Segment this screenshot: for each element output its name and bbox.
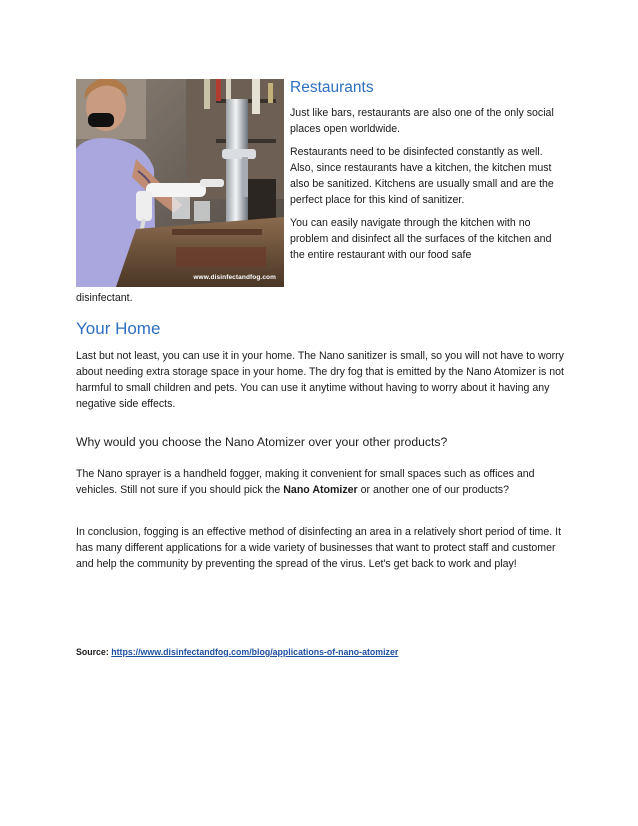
conclusion-section xyxy=(76,524,566,572)
restaurants-paragraph-3: You can easily navigate through the kitchen with no problem and disinfect all the surfaces of the kitchen and the entire restaurant with our food safe xyxy=(290,217,552,261)
nano-atomizer-bold: Nano Atomizer xyxy=(283,484,358,496)
restaurants-section xyxy=(290,78,566,270)
source-line xyxy=(76,646,398,658)
source-link[interactable]: https://www.disinfectandfog.com/blog/applications-of-nano-atomizer xyxy=(111,647,399,657)
restaurants-heading: Restaurants xyxy=(290,79,374,96)
nano-sprayer-text-2: or another one of our products? xyxy=(357,484,509,496)
photo-illustration xyxy=(76,79,284,287)
restaurants-paragraph-2: Restaurants need to be disinfected constantly as well. Also, since restaurants have a kitchen, the kitchen must also be sanitized. Kitchens are usually small and are the perfect place for this kind of sanitizer. xyxy=(290,146,554,206)
why-section xyxy=(76,433,566,451)
nano-sprayer-section xyxy=(76,466,566,498)
your-home-heading: Your Home xyxy=(76,319,161,338)
your-home-paragraph: Last but not least, you can use it in your home. The Nano sanitizer is small, so you will not have to worry about needing extra storage space in your home. The dry fog that is emitted by the Nano Atomizer is not harmful to small children and pets. You can use it anytime without having to worry about it having any negative side effects. xyxy=(76,350,564,410)
restaurants-paragraph-1: Just like bars, restaurants are also one of the only social places open worldwide. xyxy=(290,107,554,135)
photo-watermark: www.disinfectandfog.com xyxy=(193,274,276,281)
nano-sprayer-paragraph xyxy=(76,466,566,498)
conclusion-paragraph: In conclusion, fogging is an effective method of disinfecting an area in a relatively short period of time. It has many different applications for a wide variety of businesses that want to protect staff and customer and help the community by preventing the spread of the virus. Let's get back to work and play! xyxy=(76,526,562,570)
source-label: Source: xyxy=(76,647,109,657)
your-home-section xyxy=(76,348,566,412)
why-question: Why would you choose the Nano Atomizer over your other products? xyxy=(76,435,448,449)
restaurant-photo xyxy=(76,79,284,287)
nano-sprayer-text-1: The Nano sprayer is a handheld fogger, making it convenient for small spaces such as offices and vehicles. Still not sure if you should pick the xyxy=(76,468,535,496)
restaurants-paragraph-3-tail: disinfectant. xyxy=(76,292,133,304)
